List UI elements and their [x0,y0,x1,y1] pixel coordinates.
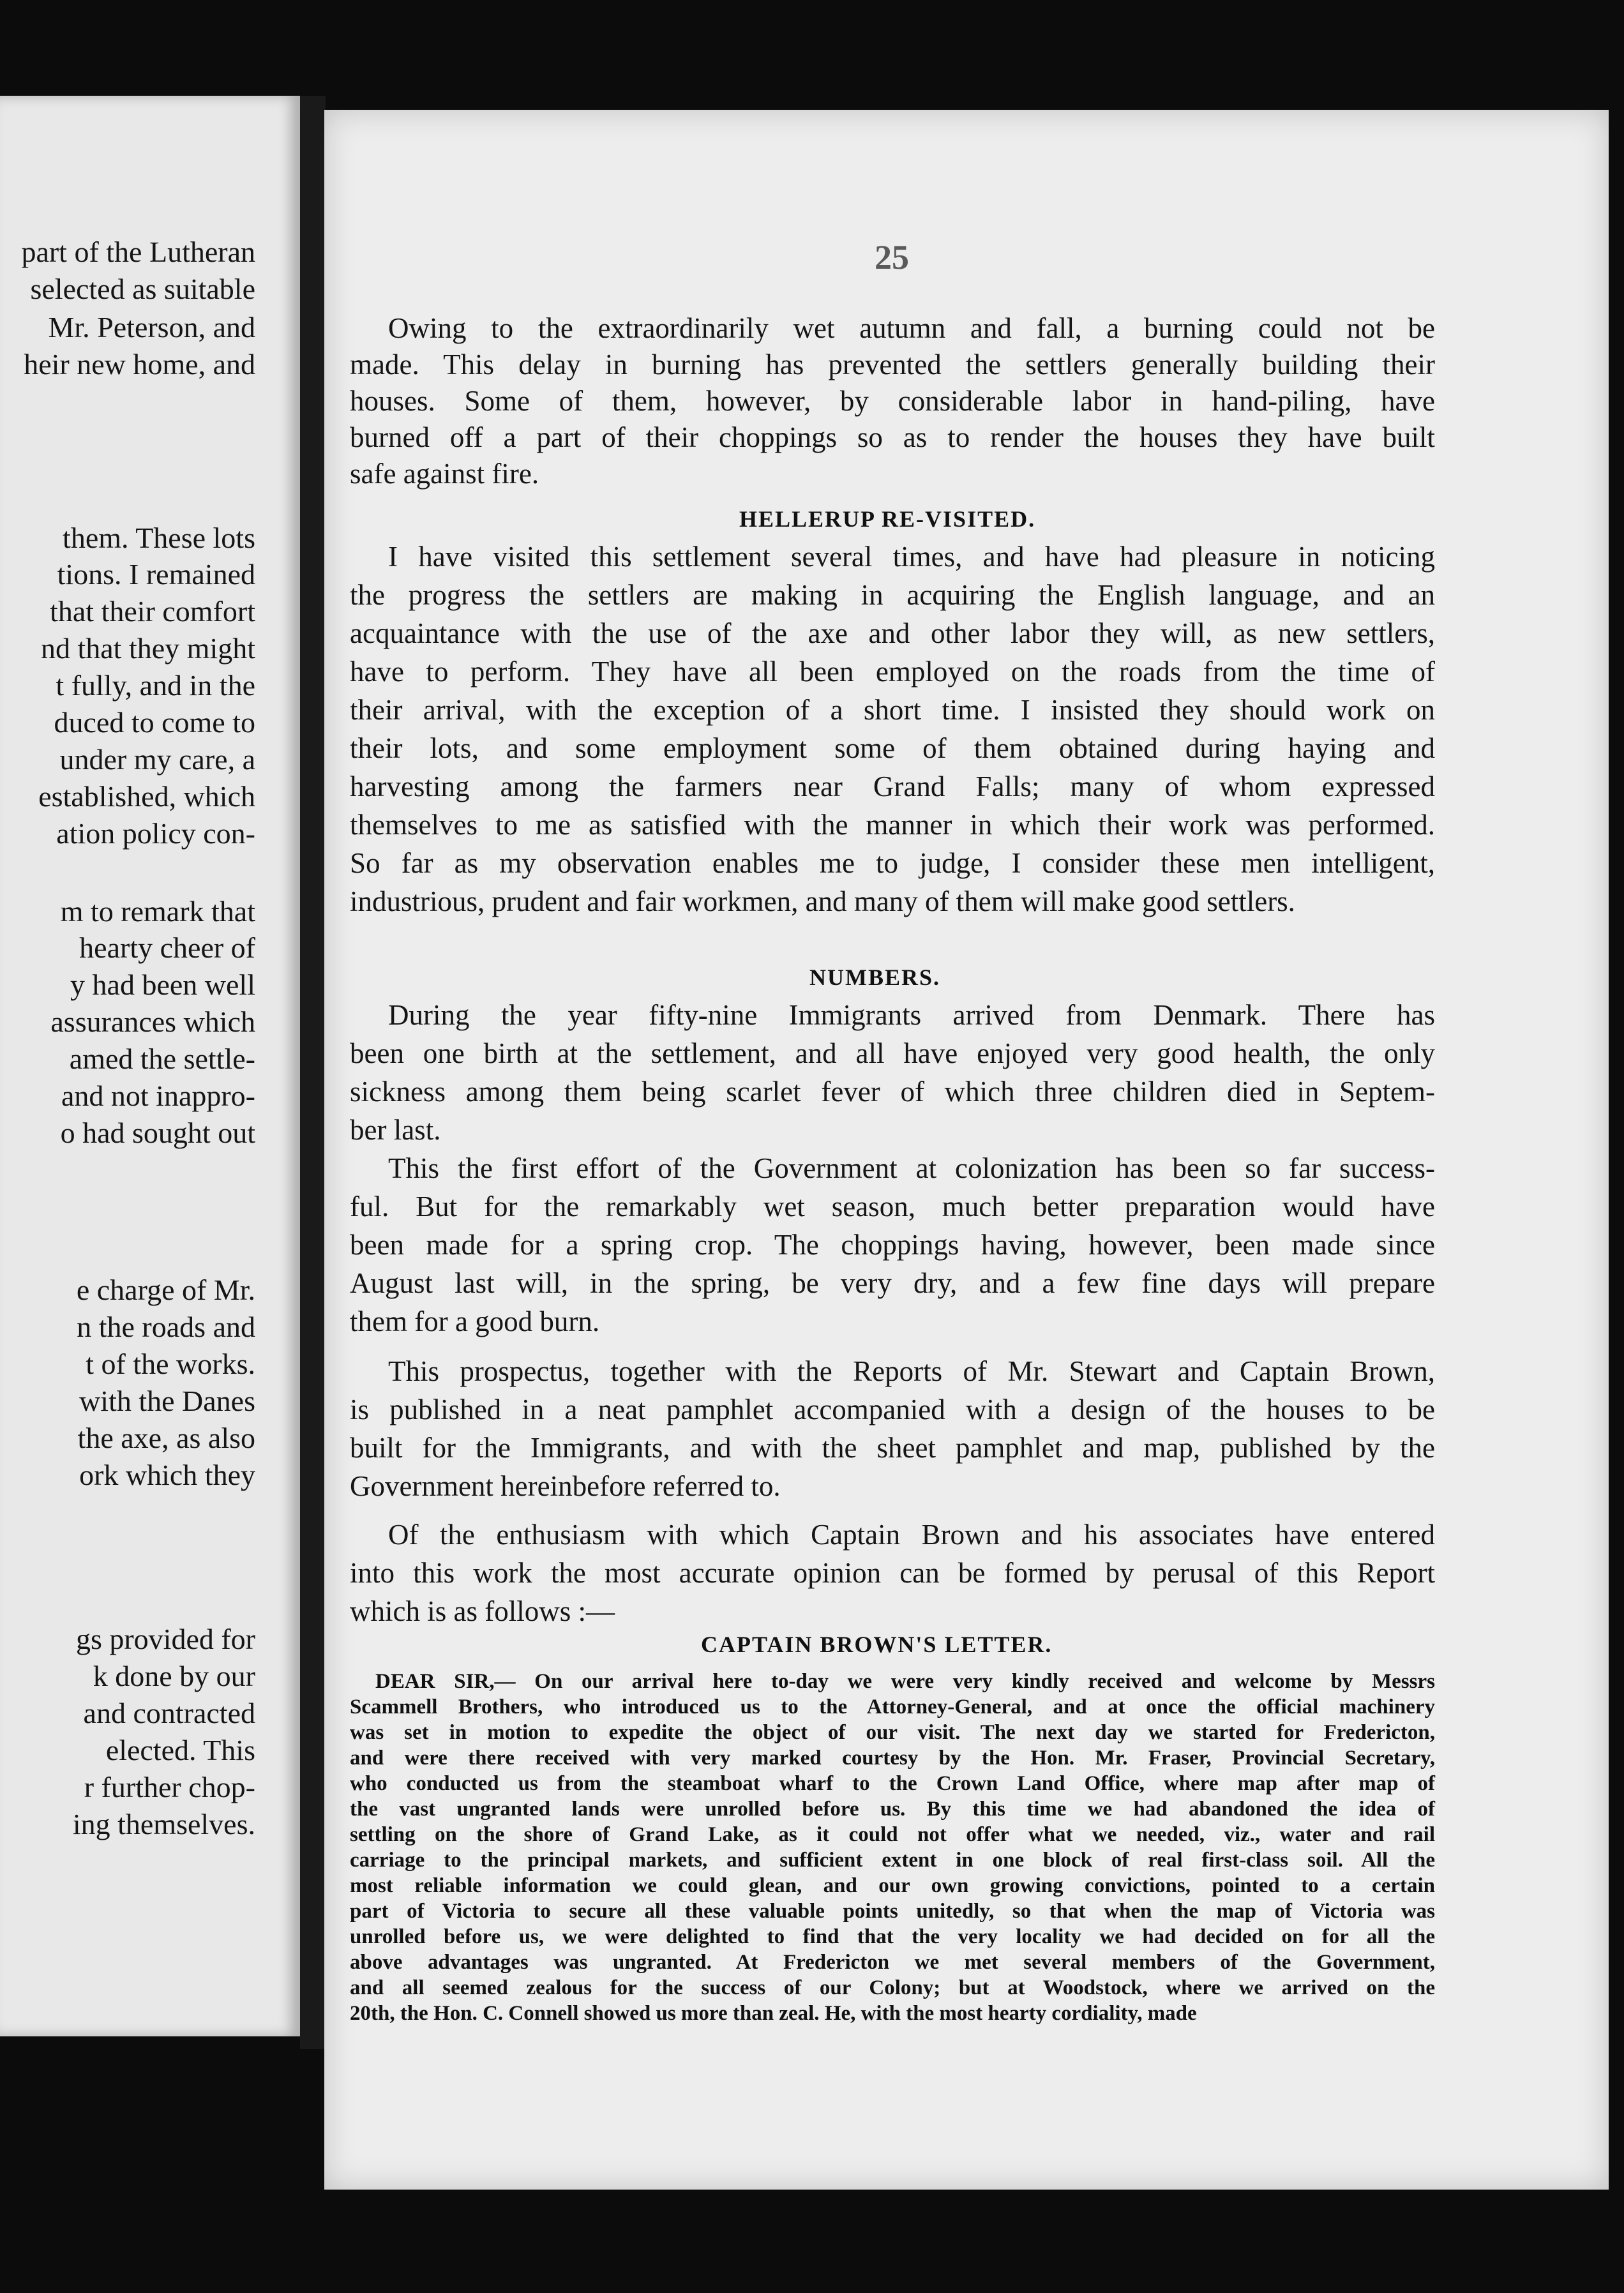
left-page-line: assurances which [50,1005,255,1038]
text-line: burned off a part of their choppings so as to render the houses they have built [350,421,1435,453]
left-page-line: with the Danes [79,1385,255,1417]
left-page-line: o had sought out [60,1116,255,1149]
text-line: acquaintance with the use of the axe and other labor they will, as new settlers, [350,617,1435,649]
text-line: harvesting among the farmers near Grand Falls; many of whom expressed [350,771,1435,802]
left-page-line: amed the settle- [69,1042,255,1075]
scan-border [255,2190,1624,2293]
heading-numbers: NUMBERS. [809,965,941,990]
text-line: So far as my observation enables me to judge, I consider these men intelligent, [350,847,1435,879]
text-line: themselves to me as satisfied with the manner in which their work was performed. [350,809,1435,841]
left-page-line: the axe, as also [77,1422,255,1454]
text-line: Owing to the extraordinarily wet autumn and fall, a burning could not be [388,312,1435,344]
left-page-line: them. These lots [63,522,255,554]
text-line: ful. But for the remarkably wet season, much better preparation would have [350,1191,1435,1222]
left-page-line: Mr. Peterson, and [48,311,255,343]
text-line: have to perform. They have all been employed on the roads from the time of [350,656,1435,688]
text-line: industrious, prudent and fair workmen, and many of them will make good settlers. [350,885,1295,917]
text-line: into this work the most accurate opinion can be formed by perusal of this Report [350,1557,1435,1589]
text-line: I have visited this settlement several times, and have had pleasure in noticing [388,541,1435,573]
text-line: This the first effort of the Government at colonization has been so far success- [388,1152,1435,1184]
text-line: safe against fire. [350,458,539,490]
left-page-line: that their comfort [50,595,255,628]
left-page-line: established, which [38,780,255,813]
text-line: houses. Some of them, however, by considerable labor in hand-piling, have [350,385,1435,417]
text-line: Scammell Brothers, who introduced us to the Attorney-General, and at once the official machinery [350,1695,1435,1718]
left-page-line: elected. This [105,1734,255,1766]
text-line: their arrival, with the exception of a short time. I insisted they should work on [350,694,1435,726]
left-page-line: n the roads and [77,1311,255,1343]
text-line: part of Victoria to secure all these valuable points unitedly, so that when the map of Victoria was [350,1900,1435,1923]
left-page-line: nd that they might [40,632,255,665]
left-page-line: ork which they [79,1459,255,1491]
left-page-line: ation policy con- [56,817,255,850]
left-page-line: part of the Lutheran [21,236,255,268]
left-page-line: t fully, and in the [56,669,255,702]
text-line: them for a good burn. [350,1305,600,1337]
text-line: August last will, in the spring, be very dry, and a few fine days will prepare [350,1267,1435,1299]
text-line: sickness among them being scarlet fever of which three children died in Septem- [350,1076,1435,1108]
left-page-line: tions. I remained [57,558,255,590]
left-page-line: m to remark that [60,895,255,928]
page-number: 25 [875,238,909,276]
text-line: During the year fifty-nine Immigrants arrived from Denmark. There has [388,999,1435,1031]
text-line: unrolled before us, we were delighted to find that the very locality we had decided on for all the [350,1925,1435,1948]
left-page-line: and not inappro- [61,1079,255,1112]
left-page-line: k done by our [93,1660,255,1692]
text-line: who conducted us from the steamboat wharf to the Crown Land Office, where map after map of [350,1772,1435,1795]
text-line: built for the Immigrants, and with the sheet pamphlet and map, published by the [350,1432,1435,1464]
text-line: ber last. [350,1114,441,1146]
left-page-line: r further chop- [84,1771,255,1803]
text-line: and all seemed zealous for the success of our Colony; but at Woodstock, where we arrived on the [350,1976,1435,1999]
text-line: their lots, and some employment some of them obtained during haying and [350,732,1435,764]
left-page-line: and contracted [83,1697,255,1729]
text-line: Government hereinbefore referred to. [350,1470,781,1502]
text-line: was set in motion to expedite the object of our visit. The next day we started for Fredericton, [350,1721,1435,1744]
text-line: settling on the shore of Grand Lake, as it could not offer what we needed, viz., water and rail [350,1823,1435,1846]
text-line: is published in a neat pamphlet accompanied with a design of the houses to be [350,1394,1435,1425]
text-line: the progress the settlers are making in acquiring the English language, and an [350,579,1435,611]
text-line: made. This delay in burning has prevented the settlers generally building their [350,349,1435,380]
right-page [324,110,1609,2190]
left-page [0,96,300,2036]
heading-hellerup-revisited: HELLERUP RE-VISITED. [739,506,1036,532]
left-page-line: duced to come to [54,706,255,739]
left-page-line: hearty cheer of [79,931,255,964]
text-line: been one birth at the settlement, and all have enjoyed very good health, the only [350,1037,1435,1069]
left-page-line: heir new home, and [24,348,255,380]
text-line: DEAR SIR,— On our arrival here to-day we were very kindly received and welcome by Messrs [375,1670,1435,1693]
text-line: This prospectus, together with the Reports of Mr. Stewart and Captain Brown, [388,1355,1435,1387]
text-line: most reliable information we could glean, and our own growing convictions, pointed to a certain [350,1874,1435,1897]
text-line: above advantages was ungranted. At Fredericton we met several members of the Government, [350,1951,1435,1974]
left-page-line: e charge of Mr. [76,1274,255,1306]
text-line: carriage to the principal markets, and sufficient extent in one block of real first-class soil. All the [350,1849,1435,1872]
text-line: the vast ungranted lands were unrolled before us. By this time we had abandoned the idea of [350,1798,1435,1821]
left-page-line: selected as suitable [30,273,255,305]
text-line: been made for a spring crop. The choppings having, however, been made since [350,1229,1435,1261]
left-page-line: under my care, a [59,743,255,776]
left-page-line: gs provided for [75,1623,255,1655]
left-page-line: y had been well [70,968,255,1001]
heading-captain-browns-letter: CAPTAIN BROWN'S LETTER. [701,1632,1053,1657]
text-line: and were there received with very marked courtesy by the Hon. Mr. Fraser, Provincial Secretary, [350,1747,1435,1770]
left-page-line: ing themselves. [72,1808,255,1840]
text-line: Of the enthusiasm with which Captain Brown and his associates have entered [388,1519,1435,1551]
text-line: 20th, the Hon. C. Connell showed us more than zeal. He, with the most hearty cordiality, made [350,2002,1197,2025]
book-gutter [300,96,326,2049]
text-line: which is as follows :— [350,1595,615,1627]
left-page-line: t of the works. [86,1348,255,1380]
